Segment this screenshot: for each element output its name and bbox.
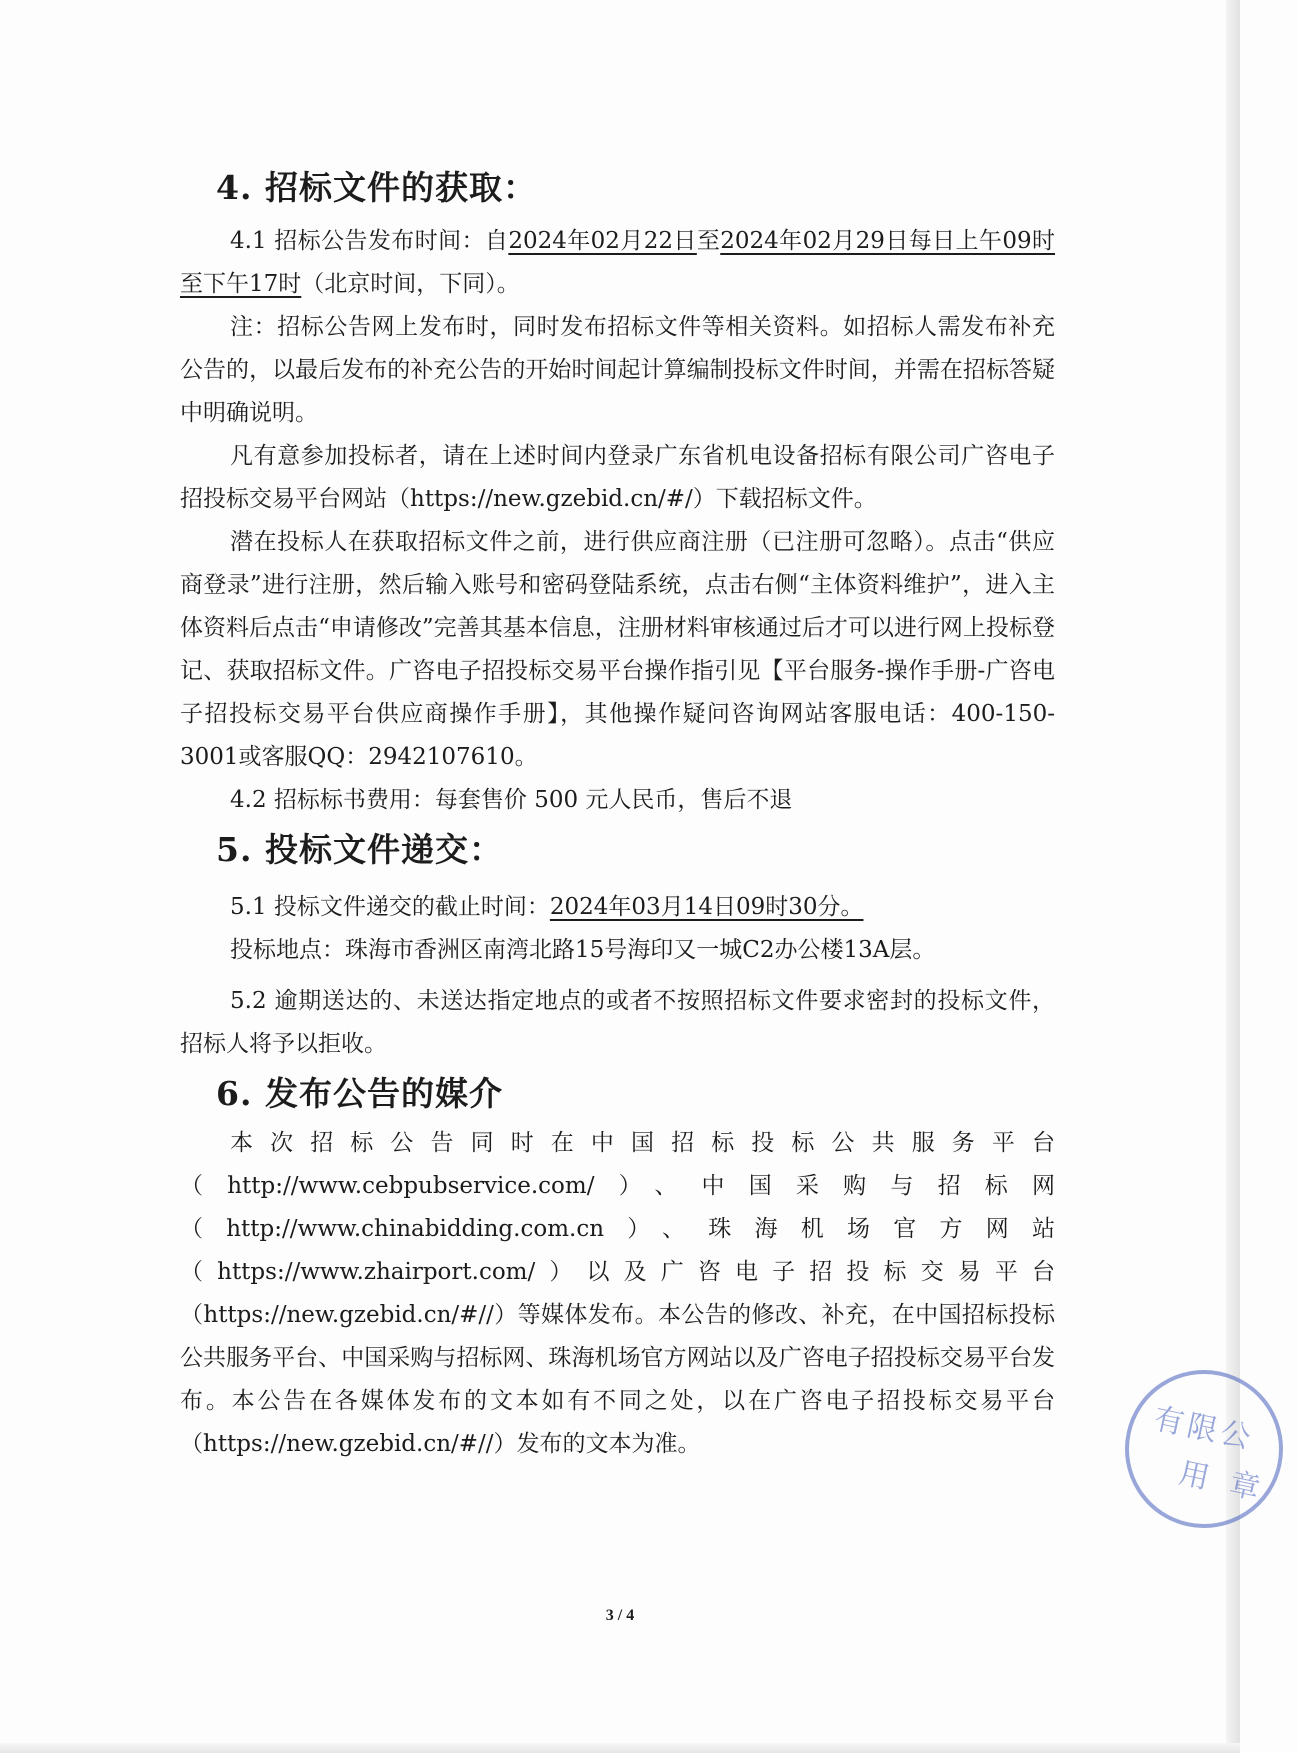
location-paragraph: 投标地点：珠海市香洲区南湾北路15号海印又一城C2办公楼13A层。 xyxy=(230,937,936,963)
register-paragraph: 凡有意参加投标者，请在上述时间内登录广东省机电设备招标有限公司广咨电子招投标交易平台网站（https://new.gzebid.cn/#/）下载招标文件。 xyxy=(180,443,1055,512)
section-5-1-paragraph xyxy=(180,886,1055,929)
section-4-1-paragraph xyxy=(180,220,1055,306)
s51-label: 5.1 投标文件递交的截止时间： xyxy=(230,894,550,920)
stamp-text-line1: 有限公 xyxy=(1150,1401,1258,1457)
section-6-heading: 6. 发布公告的媒介 xyxy=(216,1074,503,1113)
company-seal-stamp xyxy=(1110,1355,1297,1542)
section-5-heading: 5. 投标文件递交： xyxy=(216,830,503,869)
s41-start-date: 2024年02月22日 xyxy=(508,228,697,254)
s41-label: 4.1 招标公告发布时间：自 xyxy=(230,228,509,254)
s41-to: 至 xyxy=(696,228,721,254)
note-paragraph: 注：招标公告网上发布时，同时发布招标文件等相关资料。如招标人需发布补充公告的，以最后发布的补充公告的开始时间起计算编制投标文件时间，并需在招标答疑中明确说明。 xyxy=(180,314,1055,426)
section-4-2-paragraph: 4.2 招标标书费用：每套售价 500 元人民币，售后不退 xyxy=(230,787,793,813)
document-body xyxy=(180,160,1055,1466)
page-number: 3 / 4 xyxy=(605,1607,635,1624)
supplier-paragraph: 潜在投标人在获取招标文件之前，进行供应商注册（已注册可忽略）。点击“供应商登录”进行注册，然后输入账号和密码登陆系统，点击右侧“主体资料维护”，进入主体资料后点击“申请修改”完善其基本信息，注册材料审核通过后才可以进行网上投标登记、获取招标文件。广咨电子招投标交易平台操作指引见【平台服务-操作手册-广咨电子招投标交易平台供应商操作手册】，其他操作疑问咨询网站客服电话：400-150-3001或客服QQ：2942107610。 xyxy=(180,529,1055,770)
s41-suffix: （北京时间，下同）。 xyxy=(301,271,520,297)
media-paragraph: 本次招标公告同时在中国招标投标公共服务平台（http://www.cebpubservice.com/）、中国采购与招标网（http://www.chinabidding.com.cn）、珠海机场官方网站（https://www.zhairport.com/）以及广咨电子招投标交易平台（https://new.gzebid.cn/#//）等媒体发布。本公告的修改、补充，在中国招标投标公共服务平台、中国采购与招标网、珠海机场官方网站以及广咨电子招投标交易平台发布。本公告在各媒体发布的文本如有不同之处，以在广咨电子招投标交易平台（https://new.gzebid.cn/#//）发布的文本为准。 xyxy=(180,1130,1055,1457)
section-5-2-paragraph: 5.2 逾期送达的、未送达指定地点的或者不按照招标文件要求密封的投标文件，招标人将予以拒收。 xyxy=(180,988,1055,1057)
section-4-heading: 4. 招标文件的获取： xyxy=(216,168,537,207)
stamp-text-line2: 用 章 xyxy=(1175,1455,1269,1509)
s41-end-date: 2024年02月29日每日上午09时至下午17时 xyxy=(180,228,1056,297)
s51-deadline: 2024年03月14日09时30分。 xyxy=(549,894,864,920)
scan-edge-bottom xyxy=(0,1743,1240,1753)
